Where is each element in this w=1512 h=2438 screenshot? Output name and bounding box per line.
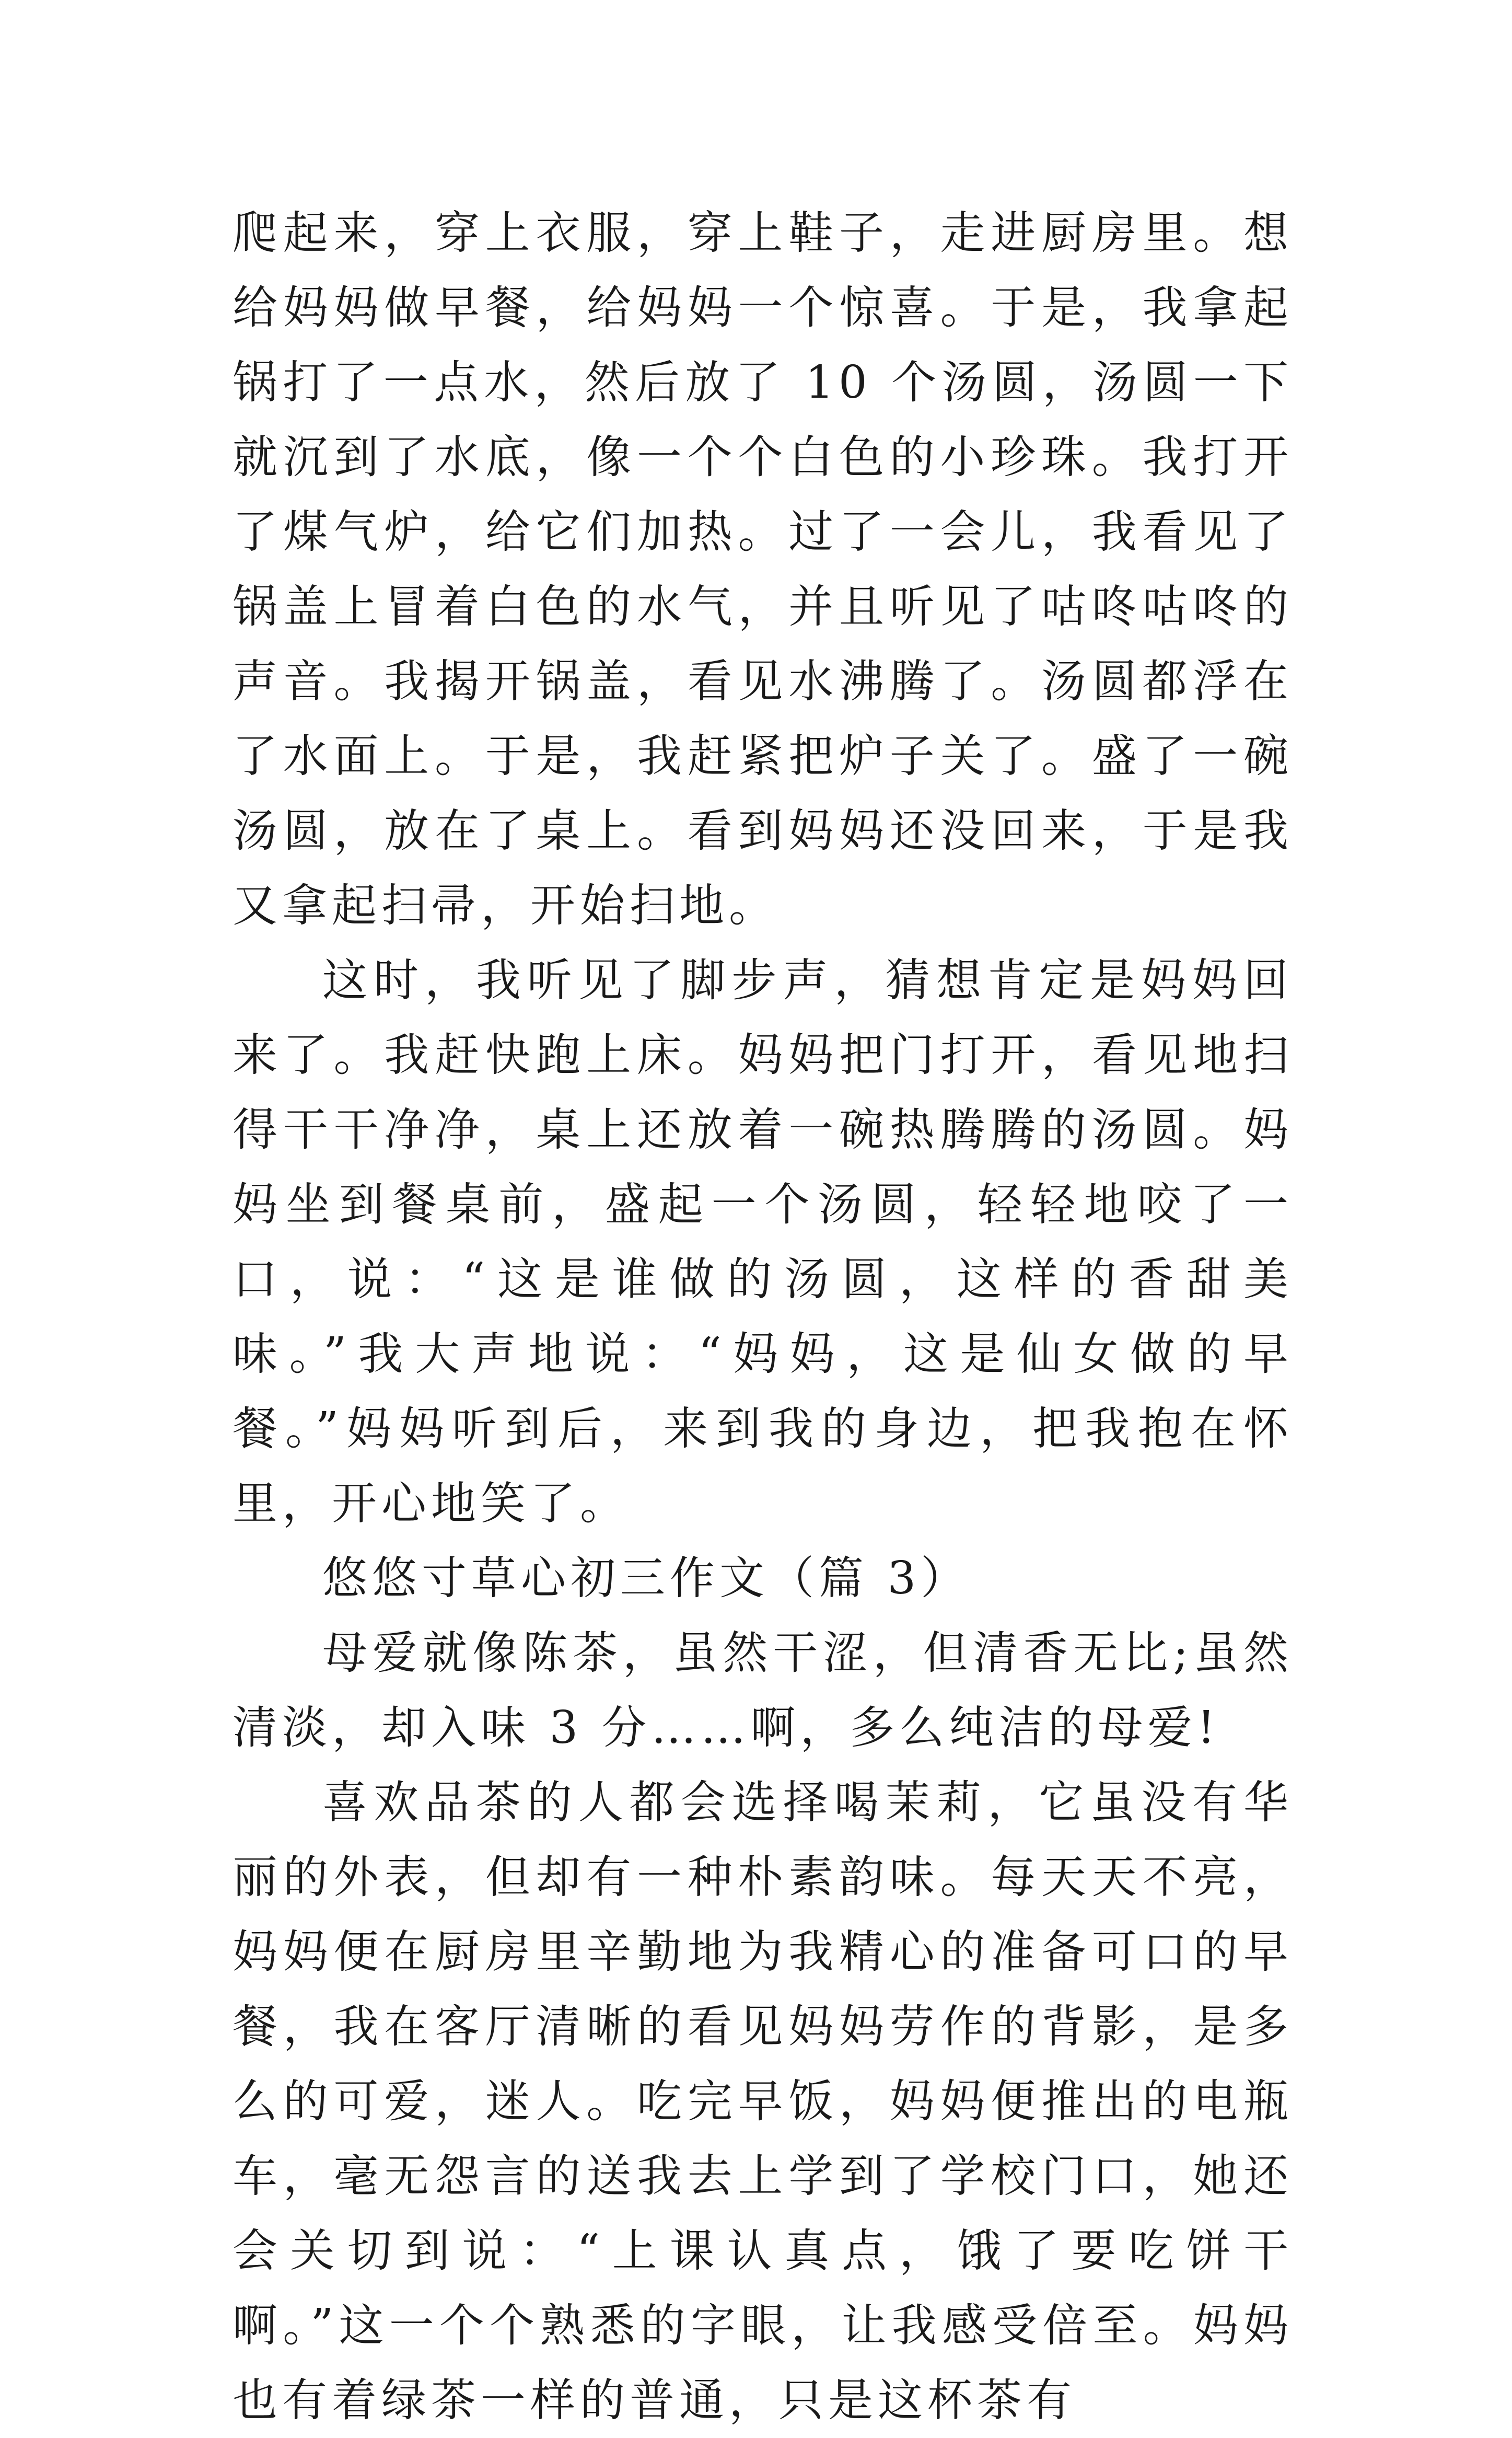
paragraph-1: 爬起来，穿上衣服，穿上鞋子，走进厨房里。想给妈妈做早餐，给妈妈一个惊喜。于是，我拿起锅打了一点水，然后放了 10 个汤圆，汤圆一下就沉到了水底，像一个个白色的小珍珠。我打开了煤气炉，给它们加热。过了一会儿，我看见了锅盖上冒着白色的水气，并且听见了咕咚咕咚的声音。我揭开锅盖，看见水沸腾了。汤圆都浮在了水面上。于是，我赶紧把炉子关了。盛了一碗汤圆，放在了桌上。看到妈妈还没回来，于是我又拿起扫帚，开始扫地。	[232, 207, 1293, 932]
paragraph-2: 这时，我听见了脚步声，猜想肯定是妈妈回来了。我赶快跑上床。妈妈把门打开，看见地扫得干干净净，桌上还放着一碗热腾腾的汤圆。妈妈坐到餐桌前，盛起一个汤圆，轻轻地咬了一口，说：“这是谁做的汤圆，这样的香甜美味。”我大声地说：“妈妈，这是仙女做的早餐。”妈妈听到后，来到我的身边，把我抱在怀里，开心地笑了。	[232, 954, 1293, 1530]
paragraph-3: 母爱就像陈茶，虽然干涩，但清香无比;虽然清淡，却入味 3 分……啊，多么纯洁的母爱!	[232, 1627, 1293, 1754]
paragraph-4: 喜欢品茶的人都会选择喝茉莉，它虽没有华丽的外表，但却有一种朴素韵味。每天天不亮，妈妈便在厨房里辛勤地为我精心的准备可口的早餐，我在客厅清晰的看见妈妈劳作的背影，是多么的可爱，迷人。吃完早饭，妈妈便推出的电瓶车，毫无怨言的送我去上学到了学校门口，她还会关切到说：“上课认真点，饿了要吃饼干啊。”这一个个熟悉的字眼，让我感受倍至。妈妈也有着绿茶一样的普通，只是这杯茶有	[232, 1776, 1293, 2427]
document-body	[232, 196, 1293, 2438]
section-heading: 悠悠寸草心初三作文（篇 3）	[322, 1552, 971, 1604]
